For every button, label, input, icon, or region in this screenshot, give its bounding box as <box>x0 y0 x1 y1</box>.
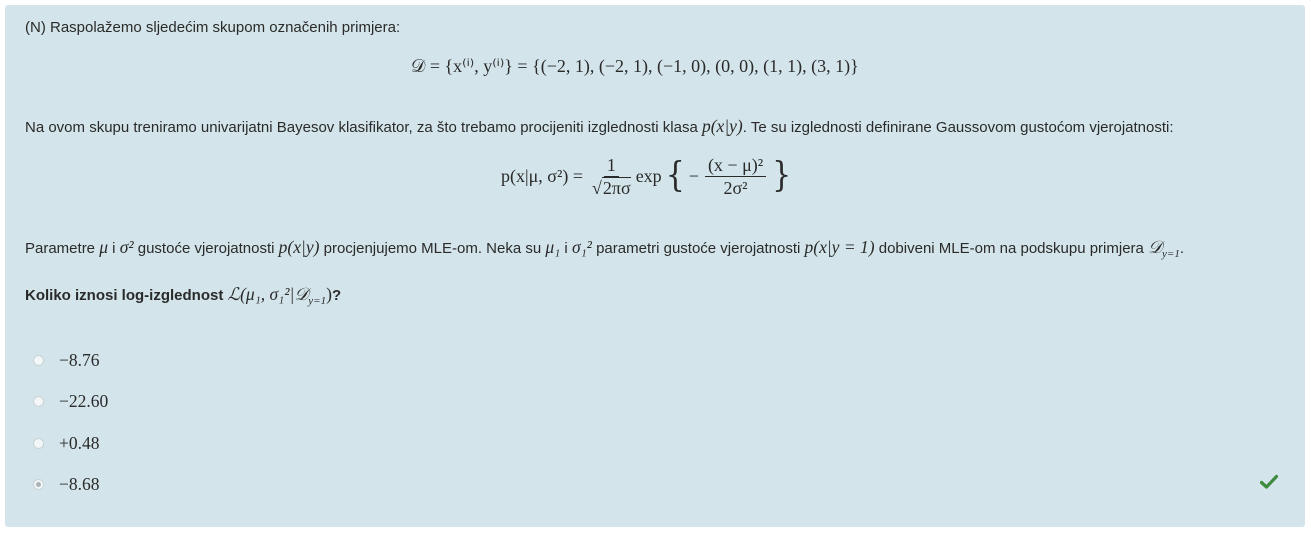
radio-button[interactable] <box>33 396 44 407</box>
paragraph-likelihoods <box>25 116 1174 138</box>
question-intro: (N) Raspolažemo sljedećim skupom označenih primjera: <box>25 19 401 36</box>
p2-D: 𝒟 <box>1148 237 1163 257</box>
p2-pxy: p(x|y) <box>278 237 320 257</box>
density-inner-numerator: (x − μ)² <box>705 155 766 177</box>
p2-text-b: gustoće vjerojatnosti <box>137 240 275 257</box>
dataset-formula: 𝒟 = {x⁽ⁱ⁾, y⁽ⁱ⁾} = {(−2, 1), (−2, 1), (−1, 0), (0, 0), (1, 1), (3, 1)} <box>411 56 859 76</box>
question-prompt <box>25 284 341 306</box>
left-brace: { <box>665 155 685 196</box>
density-inner-minus: − <box>688 165 699 186</box>
p2-text-e: dobiveni MLE-om na podskupu primjera <box>878 240 1144 257</box>
paragraph1-text-a: Na ovom skupu treniramo univarijatni Bayesov klasifikator, za što trebamo procijeniti izglednosti klasa <box>25 119 698 136</box>
answer-label: +0.48 <box>59 432 100 453</box>
density-lhs: p(x|μ, σ²) = <box>501 165 583 186</box>
gaussian-density-formula <box>501 148 795 204</box>
radio-button[interactable] <box>33 355 44 366</box>
p2-sigma1: σ₁² <box>571 237 592 257</box>
p2-sigma: σ² <box>119 237 134 257</box>
answer-label: −22.60 <box>59 390 109 411</box>
p2-pxy1: p(x|y = 1) <box>804 237 875 257</box>
p2-text-a: Parametre <box>25 240 96 257</box>
paragraph1-text-b: . Te su izglednosti definirane Gaussovom gustoćom vjerojatnosti: <box>742 119 1174 136</box>
question-panel <box>5 5 1305 527</box>
radio-button-selected[interactable] <box>33 479 44 490</box>
p2-end: . <box>1179 240 1185 257</box>
check-icon <box>1260 474 1278 490</box>
sqrt-radicand: 2πσ <box>602 177 631 198</box>
paragraph-parameters <box>25 237 1184 259</box>
density-exp: exp <box>635 165 662 186</box>
answer-option-1[interactable] <box>33 350 100 370</box>
p2-mu: μ <box>99 237 108 257</box>
density-inner-fraction <box>705 155 766 198</box>
ask-text-a: Koliko iznosi log-izglednost <box>25 287 224 304</box>
ask-math: ℒ(μ₁, σ₁²|𝒟 <box>227 284 309 304</box>
radio-button[interactable] <box>33 438 44 449</box>
p2-mu1: μ₁ <box>545 237 561 257</box>
density-fraction-numerator: 1 <box>604 155 619 177</box>
density-inner-denominator: 2σ² <box>723 177 748 198</box>
answer-option-4[interactable] <box>33 474 100 494</box>
answer-option-2[interactable] <box>33 391 108 411</box>
ask-text-b: ? <box>331 287 342 304</box>
p2-i2: i <box>564 240 568 257</box>
answer-label: −8.76 <box>59 349 100 370</box>
ask-sub: y=1 <box>308 295 327 307</box>
p2-i1: i <box>112 240 116 257</box>
p2-text-d: parametri gustoće vjerojatnosti <box>596 240 801 257</box>
p2-text-c: procjenjujemo MLE-om. Neka su <box>323 240 542 257</box>
p2-D-sub: y=1 <box>1162 248 1180 260</box>
right-brace: } <box>772 155 792 196</box>
density-fraction <box>589 155 634 198</box>
ask-close: ) <box>326 284 332 304</box>
answer-option-3[interactable] <box>33 433 100 453</box>
answer-label: −8.68 <box>59 473 100 494</box>
density-fraction-denominator: √2πσ <box>592 177 631 198</box>
paragraph1-math: p(x|y) <box>701 116 743 136</box>
